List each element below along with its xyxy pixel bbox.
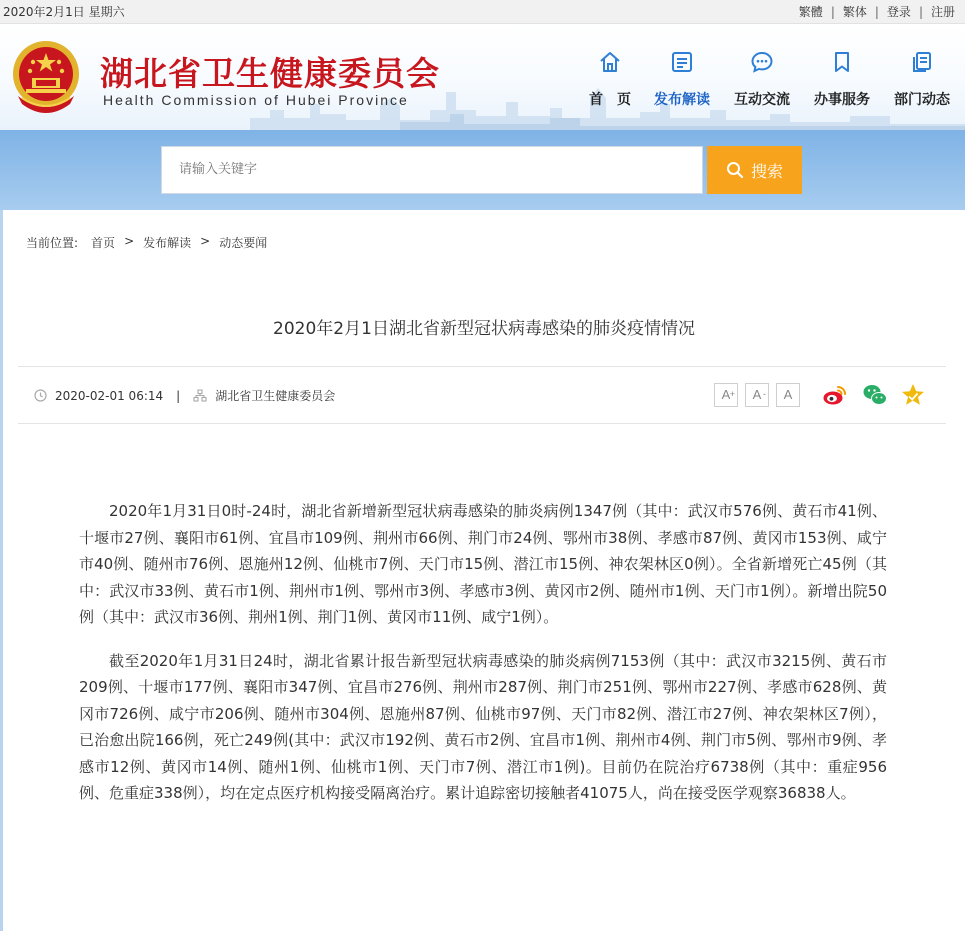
wechat-icon[interactable] [862,382,888,408]
weibo-icon[interactable] [822,382,848,408]
nav-department-news-label: 部门动态 [894,92,950,108]
article-title: 2020年2月1日湖北省新型冠状病毒感染的肺炎疫情情况 [273,319,695,339]
current-date: 2020年2月1日 星期六 [3,5,125,19]
font-increase-button[interactable]: A + [714,383,738,407]
search-input[interactable] [161,146,703,194]
breadcrumb-home[interactable]: 首页 [91,236,116,250]
favorite-star-icon[interactable] [900,382,926,408]
home-icon [598,50,622,74]
nav-interaction-label: 互动交流 [734,92,790,108]
bookmark-icon [830,50,854,74]
search-band [0,130,965,210]
nav-department-news[interactable] [882,48,962,118]
nav-interaction[interactable] [722,48,802,118]
register-link[interactable]: 注册 [930,5,955,19]
article-meta-info [34,387,335,404]
main-navigation [570,48,965,118]
article-paragraph: 2020年1月31日0时-24时，湖北省新增新型冠状病毒感染的肺炎病例1347例（其中：武汉市576例、黄石市41例、十堰市27例、襄阳市61例、宜昌市109例、荆州市66例、荆门市24例、鄂州市38例、孝感市87例、黄冈市153例、咸宁市40例、随州市76例、恩施州12例、仙桃市7例、天门市15例、潜江市15例、神农架林区0例）。全省新增死亡45例（其中：武汉市33例、黄石市1例、荆州市1例、鄂州市3例、孝感市3例、黄冈市2例、随州市1例、天门市1例）。新增出院50例（其中：武汉市36例、荆州1例、荆门1例、黄冈市11例、咸宁1例）。 [79,502,887,626]
top-utility-bar [0,0,965,24]
login-link[interactable]: 登录 [886,5,911,19]
search-button-label: 搜索 [750,161,783,181]
traditional-chinese-link[interactable]: 繁體 [798,5,823,19]
breadcrumb-arrow: > [124,234,135,248]
national-emblem-logo [8,38,84,118]
organization-icon [193,389,207,402]
meta-separator: | [176,388,181,403]
breadcrumb-releases[interactable]: 发布解读 [143,236,192,250]
files-icon [910,50,934,74]
breadcrumb-arrow: > [200,234,211,248]
font-size-controls [714,383,807,407]
font-reset-button[interactable]: A [776,383,800,407]
main-content [3,210,965,931]
article-meta-bar [18,366,946,424]
font-decrease-button[interactable]: A - [745,383,769,407]
clock-icon [34,389,47,402]
simplified-chinese-link[interactable]: 繁体 [842,5,867,19]
breadcrumb [26,234,267,251]
nav-home[interactable] [570,48,650,118]
site-title-chinese: 湖北省卫生健康委员会 [100,54,440,93]
nav-services[interactable] [802,48,882,118]
site-header [0,24,965,130]
search-icon [726,161,744,179]
search-button[interactable] [707,146,802,194]
breadcrumb-news[interactable]: 动态要闻 [219,236,268,250]
nav-releases[interactable] [642,48,722,118]
article-body [79,498,887,824]
site-title-english: Health Commission of Hubei Province [103,92,409,108]
nav-services-label: 办事服务 [814,92,870,108]
document-icon [670,50,694,74]
breadcrumb-label: 当前位置: [26,236,79,250]
nav-home-label: 首 页 [589,92,631,108]
chat-icon [750,50,774,74]
nav-releases-label: 发布解读 [654,92,710,108]
publish-datetime: 2020-02-01 06:14 [55,388,164,403]
top-links: 繁體 | 繁体 | 登录 | 注册 [798,4,955,19]
article-paragraph: 截至2020年1月31日24时，湖北省累计报告新型冠状病毒感染的肺炎病例7153例（其中：武汉市3215例、黄石市209例、十堰市177例、襄阳市347例、宜昌市276例、荆州市287例、荆门市251例、鄂州市227例、孝感市628例、黄冈市726例、咸宁市206例、随州市304例、恩施州87例、仙桃市97例、天门市82例、潜江市27例、神农架林区7例），已治愈出院166例，死亡249例(其中：武汉市192例、黄石市2例、宜昌市1例、荆州市4例、荆门市5例、鄂州市9例、孝感市12例、黄冈市14例、随州1例、仙桃市1例、天门市7例、潜江市1例)。目前仍在院治疗6738例（其中：重症956例、危重症338例），均在定点医疗机构接受隔离治疗。累计追踪密切接触者41075人，尚在接受医学观察36838人。 [79,651,887,802]
article-source: 湖北省卫生健康委员会 [215,389,336,403]
